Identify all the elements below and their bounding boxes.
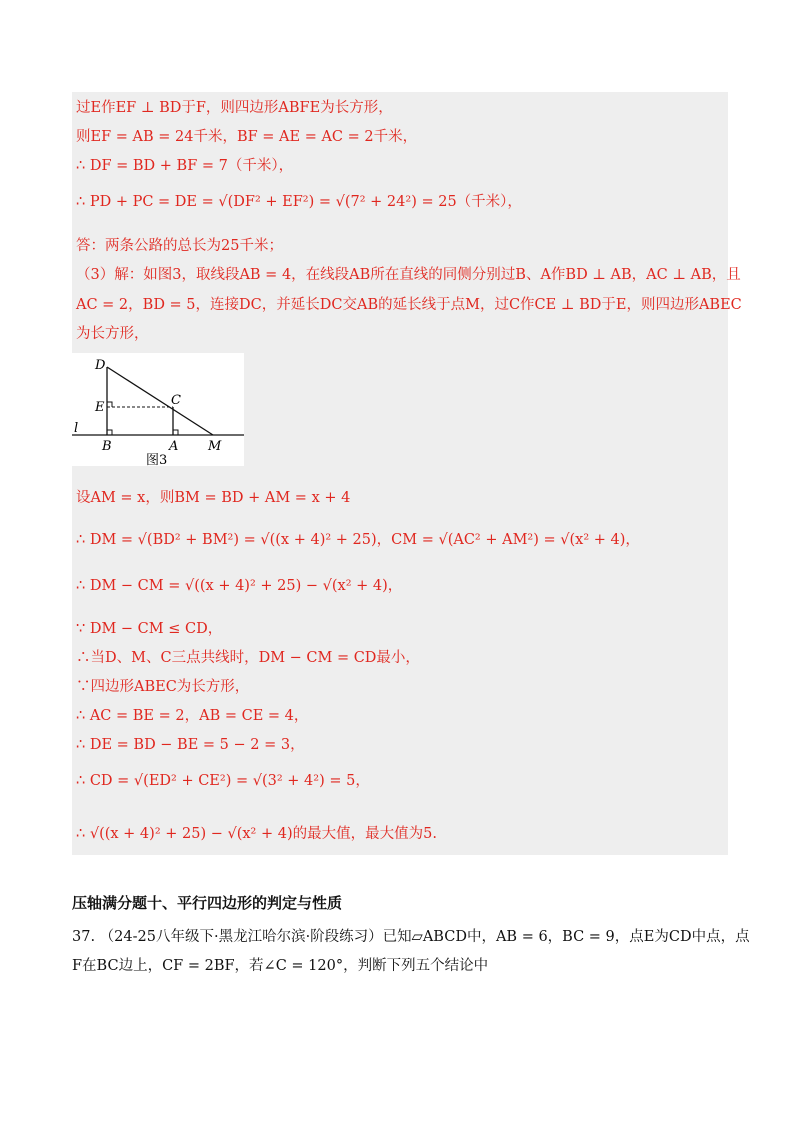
segment-dm bbox=[107, 367, 213, 435]
label-b: B bbox=[102, 439, 112, 454]
figure-3 bbox=[72, 353, 244, 466]
label-c: C bbox=[171, 393, 181, 408]
label-l: l bbox=[74, 421, 79, 436]
solution-line: 过E作EF ⊥ BD于F，则四边形ABFE为长方形， bbox=[76, 100, 393, 116]
problem-text: 37. （24-25八年级下·黑龙江哈尔滨·阶段练习）已知▱ABCD中，AB = 6，BC = 9，点E为CD中点，点 bbox=[72, 929, 750, 945]
solution-line: ∵四边形ABEC为长方形， bbox=[76, 679, 250, 695]
solution-line: ∴ PD + PC = DE = √(DF² + EF²) = √(7² + 24²) = 25（千米）， bbox=[76, 194, 522, 210]
problem-text: F在BC边上，CF = 2BF，若∠C = 120°，判断下列五个结论中 bbox=[72, 958, 489, 974]
label-e: E bbox=[95, 400, 105, 415]
solution-line: （3）解：如图3，取线段AB = 4，在线段AB所在直线的同侧分别过B、A作BD ⊥ AB，AC ⊥ AB，且 bbox=[76, 267, 741, 283]
solution-line: ∴ DM − CM = √((x + 4)² + 25) − √(x² + 4)， bbox=[76, 578, 403, 594]
solution-line: ∵ DM − CM ≤ CD， bbox=[76, 621, 223, 637]
figure-3-diagram bbox=[72, 353, 244, 466]
solution-line: ∴当D、M、C三点共线时，DM − CM = CD最小， bbox=[76, 650, 420, 666]
solution-line: 为长方形， bbox=[76, 326, 149, 342]
solution-line: ∴ AC = BE = 2，AB = CE = 4， bbox=[76, 708, 309, 724]
solution-line: 则EF = AB = 24千米，BF = AE = AC = 2千米， bbox=[76, 129, 418, 145]
solution-line: ∴ √((x + 4)² + 25) − √(x² + 4)的最大值，最大值为5. bbox=[76, 826, 437, 842]
solution-line: ∴ DF = BD + BF = 7（千米）， bbox=[76, 158, 294, 174]
right-angle-e bbox=[107, 402, 112, 407]
solution-line: AC = 2，BD = 5，连接DC，并延长DC交AB的延长线于点M，过C作CE ⊥ BD于E，则四边形ABEC bbox=[76, 297, 742, 313]
right-angle-a bbox=[173, 430, 178, 435]
solution-line: ∴ DM = √(BD² + BM²) = √((x + 4)² + 25)，CM = √(AC² + AM²) = √(x² + 4)， bbox=[76, 532, 640, 548]
right-angle-b bbox=[107, 430, 112, 435]
solution-line: ∴ DE = BD − BE = 5 − 2 = 3， bbox=[76, 737, 305, 753]
solution-line: ∴ CD = √(ED² + CE²) = √(3² + 4²) = 5， bbox=[76, 773, 370, 789]
solution-line: 设AM = x，则BM = BD + AM = x + 4 bbox=[76, 490, 351, 506]
section-heading: 压轴满分题十、平行四边形的判定与性质 bbox=[72, 894, 343, 912]
label-d: D bbox=[95, 358, 106, 373]
label-m: M bbox=[208, 439, 222, 454]
figure-caption: 图3 bbox=[146, 453, 168, 466]
answer-line: 答：两条公路的总长为25千米； bbox=[76, 238, 283, 254]
label-a: A bbox=[169, 439, 179, 454]
